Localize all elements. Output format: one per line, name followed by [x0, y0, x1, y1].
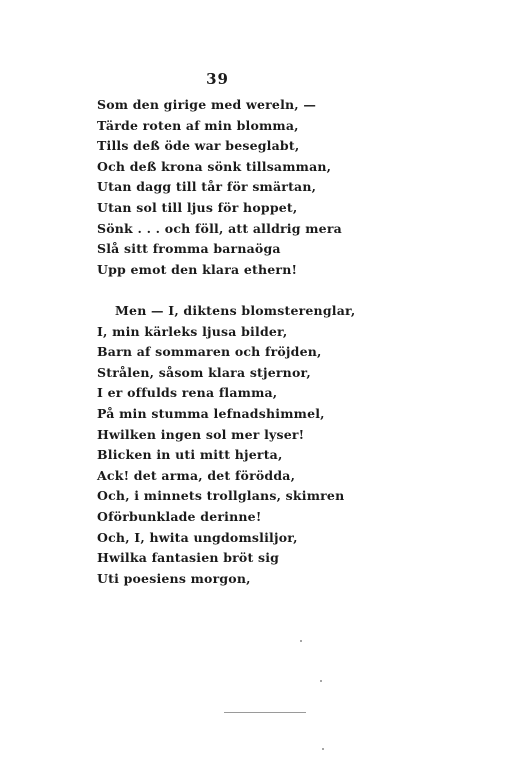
verse-line: Hwilka fantasien bröt sig — [97, 550, 280, 566]
page-number: 39 — [206, 70, 229, 88]
verse-line: Blicken in uti mitt hjerta, — [97, 447, 283, 463]
stanza-2 — [97, 301, 355, 589]
verse-line: Upp emot den klara ethern! — [97, 261, 298, 277]
verse-line: Utan dagg till tår för smärtan, — [97, 179, 317, 195]
footer-rule — [224, 712, 306, 713]
verse-line: I er offulds rena flamma, — [97, 385, 278, 401]
verse-line: Hwilken ingen sol mer lyser! — [97, 426, 305, 442]
verse-line: Uti poesiens morgon, — [97, 570, 251, 586]
verse-line: I, min kärleks ljusa bilder, — [97, 323, 288, 339]
verse-line: Och, i minnets trollglans, skimren — [97, 488, 345, 504]
verse-line: Men — I, diktens blomsterenglar, — [115, 303, 356, 318]
paper-speck — [322, 748, 324, 750]
verse-line: Ack! det arma, det förödda, — [97, 467, 296, 483]
verse-line: Tills deß öde war beseglabt, — [97, 138, 300, 154]
verse-line: Oförbunklade derinne! — [97, 508, 262, 524]
paper-speck — [320, 680, 322, 682]
verse-line: Barn af sommaren och fröjden, — [97, 344, 322, 360]
verse-line: Sönk . . . och föll, att alldrig mera — [97, 220, 342, 236]
verse-line: Som den girige med wereln, — — [97, 97, 317, 112]
verse-line: Strålen, såsom klara stjernor, — [97, 364, 311, 380]
verse-line: Och deß krona sönk tillsamman, — [97, 158, 332, 174]
stanza-1 — [97, 95, 342, 280]
verse-line: Slå sitt fromma barnaöga — [97, 241, 281, 257]
paper-speck — [300, 640, 302, 642]
verse-line: Tärde roten af min blomma, — [97, 117, 299, 133]
verse-line: På min stumma lefnadshimmel, — [97, 405, 325, 421]
verse-line: Utan sol till ljus för hoppet, — [97, 199, 298, 215]
verse-line: Och, I, hwita ungdomsliljor, — [97, 529, 298, 545]
